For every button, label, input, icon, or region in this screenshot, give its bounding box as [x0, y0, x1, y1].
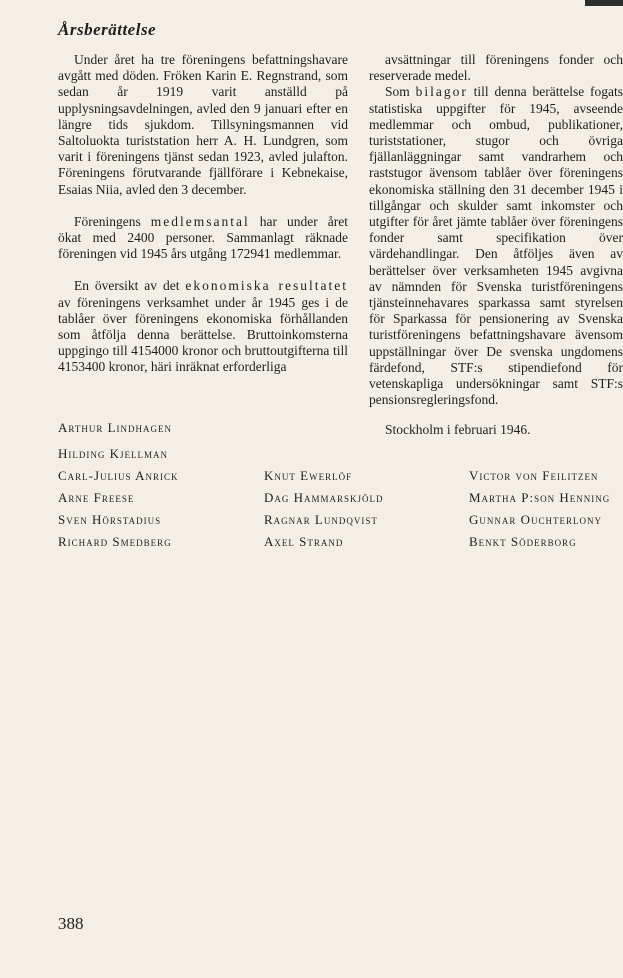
- running-header: Årsberättelse: [58, 20, 157, 39]
- paragraph-membership: Föreningens medlemsantal har under året ökat med 2400 personer. Sammanlagt räknade föreningen vid 1945 års utgång 172941 medlemmar.: [58, 213, 348, 262]
- paragraph-attachments: Som bilagor till denna berättelse fogats statistiska uppgifter för 1945, avseende medlemmar och ombud, publikationer, turiststationer, stugor och övriga fjällanläggningar samt vandrarhem och raststugor ävensom tablåer över föreningens ekonomiska ställning den 31 december 1945 i tillgångar och skulder samt inkomster och utgifter för året jämte tablåer över föreningens fonder samt specifikation över värdehandlingar. Den åtföljes även av berättelser över verksamheten 1945 avgivna av nämnden för Svenska turistföreningens tjänsteinnehavares sparkassa samt styrelsen för Sparkassa för pensionering av Svenska turistföreningens befattningshavare ävensom uppställningar över De svenska ungdomens färdefond, STF:s stipendiefond för vetenskapliga undersökningar samt STF:s pensionsregleringsfond.: [369, 84, 623, 408]
- left-text-column: [58, 52, 348, 392]
- signature-name: Sven Hörstadius: [58, 512, 162, 527]
- page-number: 388: [58, 914, 84, 933]
- signature-name: Richard Smedberg: [58, 534, 172, 549]
- signature-name: Arne Freese: [58, 490, 135, 505]
- signature-name: Benkt Söderborg: [469, 534, 577, 549]
- signature-name: Ragnar Lundqvist: [264, 512, 378, 527]
- paragraph-economy: En översikt av det ekonomiska resultatet av föreningens verksamhet under år 1945 ges i de tablåer över föreningens ekonomiska förhållanden som åtfölja denna berättelse. Bruttoinkomsterna uppgingo till 4154000 kronor och bruttoutgifterna till 4153400 kronor, häri inräknat erforderliga: [58, 278, 349, 375]
- signature-name: Victor von Feilitzen: [469, 468, 599, 483]
- paragraph-deaths: Under året ha tre föreningens befattningshavare avgått med döden. Fröken Karin E. Regnstrand, som sedan år 1919 varit anställd på upplysningsavdelningen, avled den 9 januari efter en längre tids sjukdom. Tillsyningsmannen vid Saltoluokta turiststation herr A. H. Lundgren, som varit i föreningens tjänst sedan 1923, avled julafton. Föreningens förutvarande fjällförare i Kebnekaise, Esaias Niia, avled den 3 december.: [58, 52, 348, 197]
- signature-name: Gunnar Ouchterlony: [469, 512, 603, 527]
- signing-date: Stockholm i februari 1946.: [385, 422, 531, 438]
- signature-name: Axel Strand: [264, 534, 344, 549]
- signature-name: Dag Hammarskjöld: [264, 490, 384, 505]
- signature-name: Carl-Julius Anrick: [58, 468, 179, 483]
- right-text-column: [369, 52, 623, 455]
- paragraph-reserves: avsättningar till föreningens fonder och reserverade medel.: [369, 52, 623, 84]
- signature-name: Hilding Kjellman: [58, 446, 169, 461]
- signature-lead: Arthur Lindhagen: [58, 420, 173, 435]
- signature-name: Knut Ewerlöf: [264, 468, 353, 483]
- scan-corner-mark: [585, 0, 623, 6]
- signature-name: Martha P:son Henning: [469, 490, 611, 505]
